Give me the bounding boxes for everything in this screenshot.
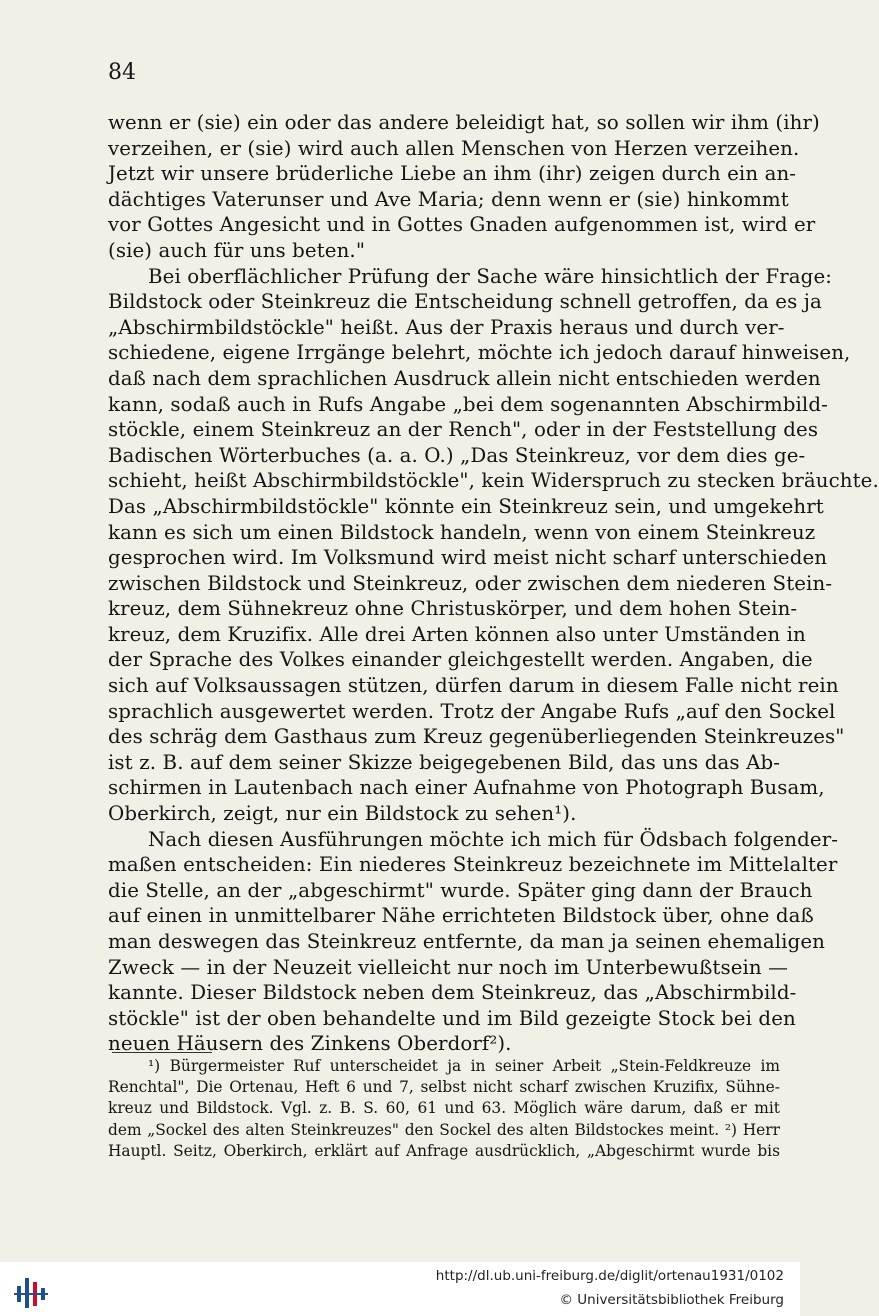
footnote-divider [112,1052,212,1053]
text-line: neuen Häusern des Zinkens Oberdorf²). [108,1032,512,1056]
paragraph-start-line: Nach diesen Ausführungen möchte ich mich für Ödsbach folgender- [148,827,839,851]
footnote-line: ¹) Bürgermeister Ruf unterscheidet ja in seiner Arbeit „Stein-Feldkreuze im [148,1057,780,1075]
text-line: dächtiges Vaterunser und Ave Maria; denn wenn er (sie) hinkommt [108,187,789,211]
text-line: stöckle" ist der oben behandelte und im Bild gezeigte Stock bei den [108,1006,796,1030]
copyright-notice: © Universitätsbibliothek Freiburg [559,1292,784,1308]
footnote-line: dem „Sockel des alten Steinkreuzes" den Sockel des alten Bildstockes meint. ²) Herr [108,1120,780,1139]
text-line: Bildstock oder Steinkreuz die Entscheidung schnell getroffen, da es ja [108,290,822,314]
paragraph-start-line: Bei oberflächlicher Prüfung der Sache wäre hinsichtlich der Frage: [148,264,833,288]
body-text [108,110,879,1057]
text-line: kann, sodaß auch in Rufs Angabe „bei dem sogenannten Abschirmbild- [108,392,828,416]
text-line: Das „Abschirmbildstöckle" könnte ein Steinkreuz sein, und umgekehrt [108,494,824,518]
text-line: (sie) auch für uns beten." [108,238,366,262]
text-line: der Sprache des Volkes einander gleichgestellt werden. Angaben, die [108,648,813,672]
text-line: die Stelle, an der „abgeschirmt" wurde. Später ging dann der Brauch [108,878,813,902]
text-line: auf einen in unmittelbarer Nähe errichteten Bildstock über, ohne daß [108,904,814,928]
text-line: des schräg dem Gasthaus zum Kreuz gegenüberliegenden Steinkreuzes" [108,725,845,749]
text-line: Oberkirch, zeigt, nur ein Bildstock zu sehen¹). [108,802,577,826]
footnote-line: Renchtal", Die Ortenau, Heft 6 und 7, selbst nicht scharf zwischen Kruzifix, Sühne- [108,1078,780,1097]
text-line: Jetzt wir unsere brüderliche Liebe an ihm (ihr) zeigen durch ein an- [108,162,797,186]
text-line: Zweck — in der Neuzeit vielleicht nur noch im Unterbewußtsein — [108,955,789,979]
text-line: daß nach dem sprachlichen Ausdruck allein nicht entschieden werden [108,366,821,390]
ub-freiburg-logo-icon[interactable] [14,1274,48,1310]
text-line: gesprochen wird. Im Volksmund wird meist nicht scharf unterschieden [108,546,828,570]
text-line: schieht, heißt Abschirmbildstöckle", kein Widerspruch zu stecken bräuchte. [108,469,879,493]
text-line: „Abschirmbildstöckle" heißt. Aus der Praxis heraus und durch ver- [108,315,785,339]
text-line: schiedene, eigene Irrgänge belehrt, möchte ich jedoch darauf hinweisen, [108,341,851,365]
footnote-line: Hauptl. Seitz, Oberkirch, erklärt auf Anfrage ausdrücklich, „Abgeschirmt wurde bis [108,1141,780,1160]
text-line: stöckle, einem Steinkreuz an der Rench", oder in der Feststellung des [108,418,819,442]
text-line: kannte. Dieser Bildstock neben dem Steinkreuz, das „Abschirmbild- [108,981,797,1005]
footnotes [108,1056,780,1162]
text-line: kreuz, dem Sühnekreuz ohne Christuskörper, und dem hohen Stein- [108,597,798,621]
permalink-url[interactable]: http://dl.ub.uni-freiburg.de/diglit/ortenau1931/0102 [435,1268,784,1284]
text-line: man deswegen das Steinkreuz entfernte, da man ja seinen ehemaligen [108,930,826,953]
footnote-line: kreuz und Bildstock. Vgl. z. B. S. 60, 61 und 63. Möglich wäre darum, daß er mit [108,1099,780,1118]
text-line: ist z. B. auf dem seiner Skizze beigegebenen Bild, das uns das Ab- [108,750,780,774]
text-line: kann es sich um einen Bildstock handeln, wenn von einem Steinkreuz [108,520,816,544]
text-line: verzeihen, er (sie) wird auch allen Menschen von Herzen verzeihen. [108,136,800,160]
text-line: maßen entscheiden: Ein niederes Steinkreuz bezeichnete im Mittelalter [108,853,838,877]
text-line: Badischen Wörterbuches (a. a. O.) „Das Steinkreuz, vor dem dies ge- [108,443,806,467]
text-line: sprachlich ausgewertet werden. Trotz der Angabe Rufs „auf den Sockel [108,699,836,723]
page-number: 84 [108,60,136,85]
text-line: kreuz, dem Kruzifix. Alle drei Arten können also unter Umständen in [108,622,806,646]
text-line: sich auf Volksaussagen stützen, dürfen darum in diesem Falle nicht rein [108,674,839,698]
text-line: zwischen Bildstock und Steinkreuz, oder zwischen dem niederen Stein- [108,571,833,595]
text-line: schirmen in Lautenbach nach einer Aufnahme von Photograph Busam, [108,776,825,800]
text-line: vor Gottes Angesicht und in Gottes Gnaden aufgenommen ist, wird er [108,213,816,237]
text-line: wenn er (sie) ein oder das andere beleidigt hat, so sollen wir ihm (ihr) [108,111,820,134]
viewer-footer [0,1262,800,1316]
